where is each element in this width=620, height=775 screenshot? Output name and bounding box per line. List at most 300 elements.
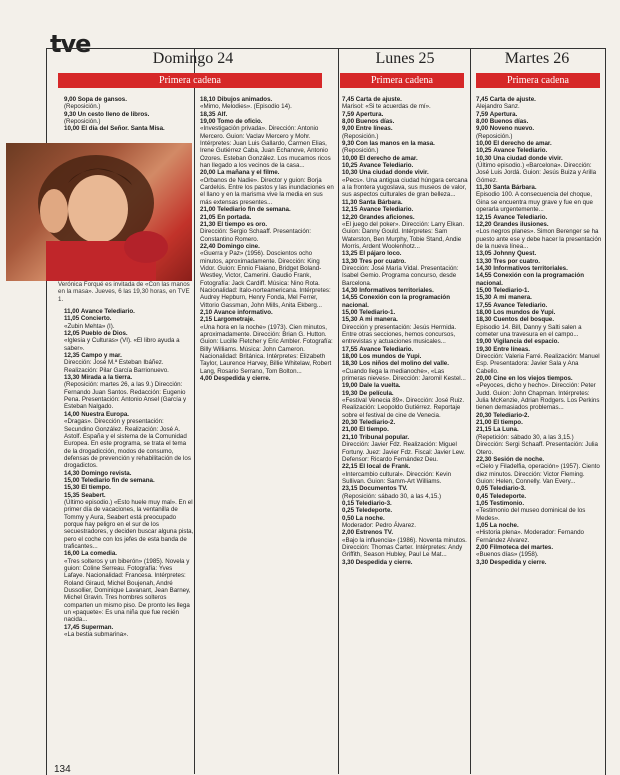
program-time-title: 19,30 — [476, 345, 492, 353]
schedule-domingo-morning — [64, 96, 192, 141]
program-entry — [342, 155, 468, 162]
program-time-title: 13,05 — [476, 250, 492, 258]
program-title: Los mundos de Yupi. — [493, 308, 556, 316]
program-entry — [200, 316, 334, 323]
program-title: Telediario fin de semana. — [81, 476, 155, 484]
program-description: (Reposición.) — [476, 132, 513, 140]
program-time-title: 12,35 — [64, 352, 80, 360]
program-title: Telediario-1. — [493, 286, 530, 294]
program-title: Teledeporte. — [355, 507, 393, 515]
program-time-title: 20,30 — [342, 419, 358, 427]
channel-banner-domingo: Primera cadena — [58, 73, 322, 88]
portrait-illustration — [6, 143, 192, 281]
program-entry — [476, 96, 602, 103]
program-entry — [476, 493, 602, 500]
program-time-title: 10,25 — [476, 147, 492, 155]
program-title: Teledeporte. — [489, 492, 527, 500]
program-time-title: 7,59 — [342, 110, 355, 118]
program-time-title: 13,30 — [342, 257, 358, 265]
program-description: «Iglesia y Culturas» (VI). «El libro ayuda a saber». — [64, 337, 180, 352]
program-time-title: 15,00 — [64, 476, 80, 484]
program-entry — [342, 463, 468, 470]
program-time-title: 12,15 — [476, 213, 492, 221]
program-description: «Cielo y Filadelfia, operación» (1957). Ciento diez minutos. Dirección: Victor Fleming. Guion: Helen, Connelly. Van Every... — [476, 463, 600, 485]
program-entry — [64, 374, 194, 381]
program-time-title: 11,30 — [476, 184, 492, 192]
program-entry — [476, 456, 602, 463]
program-entry — [342, 309, 468, 316]
program-entry — [342, 500, 468, 507]
program-title: Conexión con la programación nacional. — [342, 294, 450, 309]
schedule-lunes — [342, 96, 468, 756]
program-time-title: 1,05 — [476, 499, 489, 507]
program-description: «Buenos días» (1958). — [476, 551, 539, 559]
program-entry — [342, 111, 468, 118]
program-title: Informativos territoriales. — [493, 264, 568, 272]
day-heading-domingo: Domingo 24 — [152, 50, 234, 67]
day-heading-martes: Martes 26 — [504, 50, 570, 67]
program-entry — [342, 390, 468, 397]
program-time-title: 20,30 — [476, 411, 492, 419]
program-description: «Orbanos de Nadie». Director y guion: Borja Cardelús. Entre los pastos y las inundaciones en el llano y en la marisma vive la media en sus más extensas presentes... — [200, 176, 334, 206]
program-title: Dibujos animados. — [217, 96, 273, 103]
program-entry — [342, 382, 468, 389]
program-entry — [64, 470, 194, 477]
channel-banner-lunes: Primera cadena — [340, 73, 464, 88]
program-title: El local de Frank. — [359, 463, 411, 471]
program-entry — [200, 375, 334, 382]
program-time-title: 17,55 — [476, 301, 492, 309]
program-entry — [64, 111, 192, 118]
program-title: Seabert. — [81, 491, 106, 499]
program-title: Avance Telediario. — [493, 213, 548, 221]
program-title: Johnny Quest. — [493, 250, 537, 258]
program-time-title: 12,20 — [342, 213, 358, 221]
program-title: Despedida y cierre. — [355, 558, 413, 566]
program-description: (Último episodio.) «Barcelona». Dirección: José Luis Jordá. Guion: Jesús Buiza y Arilla Gómez. — [476, 162, 597, 184]
program-description: «Pecs». Una antigua ciudad húngara cercana a la frontera yugoslava, sus museos de valor, sus aspectos culturales de gran belleza... — [342, 176, 468, 199]
program-entry — [476, 309, 602, 316]
program-entry — [476, 221, 602, 228]
program-entry — [342, 140, 468, 147]
program-time-title: 22,15 — [342, 463, 358, 471]
program-description: Episodio 14. Bill, Danny y Salti salen a cometer una travesura en el campo... — [476, 323, 582, 338]
program-description: «Una hora en la noche» (1973). Cien minutos, aproximadamente. Dirección: Brian G. Hutton. Guion: Lucille Fletcher y Eric Ambler. Fotografía: Billy Williams. Música: John Cameron. Nacionalidad: Británica. Intérpretes: Elizabeth Taylor, Laurence Harvey, Billie Whitelaw, Robert Lang, Rosario Serrano, Tom Bolton... — [200, 323, 333, 375]
program-title: Largometraje. — [213, 316, 255, 324]
program-time-title: 10,30 — [476, 154, 492, 162]
program-description: «Festival Venecia 89». Dirección: José Ruiz. Realización: Leopoldo Gutiérrez. Reportaje sobre el festival de cine de Venecia. — [342, 397, 465, 419]
program-description: «Intercambio cultural». Dirección: Kevin Sullivan. Guion: Samm-Art Williams. — [342, 470, 452, 485]
program-time-title: 7,45 — [476, 96, 489, 103]
program-description: «Tres solteros y un biberón» (1985). Novela y guion: Coline Serreau. Fotografía: Yves Lafaye. Nacionalidad: Francesa. Intérpretes: Roland Giraud, Michel Boujenah, André Dussollier, Dominique Lavanant, Jean Barney, Michel Gravin. Tres hombres solteros comparten un mismo piso. De pronto les llega un «paquete»: Es una niña que fue recién nacida... — [64, 557, 191, 624]
program-time-title: 4,00 — [200, 375, 213, 383]
schedule-domingo-evening — [200, 96, 334, 736]
program-title: Avance Telediario. — [359, 206, 414, 214]
program-time-title: 14,55 — [476, 272, 492, 280]
program-description: «Los negros planes». Simon Berenger se ha puesto ante ese y debe hacer la presentación de la nueva línea... — [476, 228, 602, 250]
program-time-title: 8,00 — [476, 118, 489, 126]
program-time-title: 10,00 — [342, 154, 358, 162]
program-title: Concierto. — [80, 315, 112, 323]
program-title: Estrenos TV. — [355, 529, 394, 537]
program-description: Dirección: José María Vidal. Presentación: Isabel Gemio. Programa concurso, desde Barcelona. — [342, 264, 459, 287]
program-title: De película. — [359, 389, 394, 397]
program-title: Entre líneas. — [355, 125, 393, 133]
program-title: El tiempo es oro. — [217, 220, 268, 228]
program-title: Sopa de gansos. — [77, 96, 127, 103]
program-entry — [342, 125, 468, 132]
program-title: A mi manera. — [493, 294, 532, 302]
program-title: Buenos días. — [355, 118, 395, 126]
program-entry — [342, 206, 468, 213]
program-time-title: 2,00 — [476, 543, 489, 551]
program-entry — [342, 346, 468, 353]
program-time-title: 10,30 — [342, 169, 358, 177]
program-entry — [200, 221, 334, 228]
program-title: La noche. — [355, 514, 385, 522]
program-title: Despedida y cierre. — [489, 558, 547, 566]
program-time-title: 22,30 — [476, 455, 492, 463]
program-time-title: 9,00 — [64, 96, 77, 103]
program-time-title: 15,30 — [476, 294, 492, 302]
program-entry — [476, 500, 602, 507]
program-title: Tres por cuatro. — [493, 257, 540, 265]
program-description: Dirección: Javier Fdz. Realización: Miguel Fortuny. Juez: Javier Fdz. Fiscal: Javier Lew. Defensor: Ricardo Fernández Deu. — [342, 441, 465, 463]
program-entry — [476, 302, 602, 309]
program-entry — [64, 411, 194, 418]
program-time-title: 21,00 — [200, 206, 216, 214]
program-time-title: 0,25 — [342, 507, 355, 515]
program-description: «Mimo, Melodies». (Episodio 14). — [200, 103, 292, 111]
program-time-title: 10,00 — [476, 140, 492, 148]
program-time-title: 1,05 — [476, 521, 489, 529]
program-entry — [64, 477, 194, 484]
program-title: Grandes aficiones. — [359, 213, 415, 221]
program-time-title: 2,00 — [342, 529, 355, 537]
program-time-title: 0,50 — [342, 514, 355, 522]
program-title: Campo y mar. — [81, 352, 122, 360]
program-description: Dirección y presentación: Jesús Hermida. Entre otras secciones, hemos concursos, entrevistas y actuaciones musicales... — [342, 323, 457, 346]
program-time-title: 21,00 — [476, 419, 492, 427]
program-entry — [476, 316, 602, 323]
program-title: Carta de ajuste. — [489, 96, 536, 103]
program-description: «Guerra y Paz» (1956). Doscientos ocho minutos, aproximadamente. Dirección: King Vidor. Guion: Ennio Flaiano, Bridget Boland-Westley, Victor, Camerini. Gaudio Frank, Fotografía: Jack Cardiff. Música: Nino Rota. Nacionalidad: Italo-norteamericana. Intérpretes: Audrey Hepburn, Henry Fonda, Mel Ferrer, Vittorio Gassman, John Mills, Anita Ekberg... — [200, 250, 331, 309]
program-description: «Dragas». Dirección y presentación: Secundino González. Realización: José A. Astolf. España y el sistema de la Comunidad Europea. En este programa, se trata el tema de la drogadicción, modos de consumo, defensas de prevención y rehabilitación de los drogadictos. — [64, 418, 191, 470]
program-time-title: 8,00 — [342, 118, 355, 126]
program-entry — [476, 258, 602, 265]
program-description: (Reposición: sábado 30, a las 4,15.) — [342, 492, 442, 500]
program-title: Buenos días. — [489, 118, 529, 126]
program-entry — [200, 214, 334, 221]
program-title: Los niños del molino del valle. — [359, 360, 449, 368]
program-description: «Peyoces, dicho y hecho». Dirección: Peter Judd. Guion: John Chapman. Intérpretes: Julia McKenzie, Adrian Rodgers. Los Perkins tienen demasiados problemas... — [476, 382, 600, 412]
program-time-title: 15,30 — [342, 316, 358, 324]
program-time-title: 17,55 — [342, 345, 358, 353]
program-time-title: 21,15 — [476, 426, 492, 434]
program-title: Domingo revista. — [81, 469, 132, 477]
program-entry — [342, 559, 468, 566]
program-title: Telediario-1. — [359, 308, 396, 316]
program-time-title: 18,10 — [200, 96, 216, 103]
program-title: Entre líneas. — [493, 345, 531, 353]
program-title: Avance Telediario. — [493, 301, 548, 309]
program-time-title: 18,35 — [200, 110, 216, 118]
program-description: «Cuando llega la medianoche», «Las primeras nieves». Dirección: Jaromil Kestel... — [342, 367, 466, 383]
program-entry — [476, 412, 602, 419]
program-title: Avance Telediario. — [359, 345, 414, 353]
program-entry — [342, 199, 468, 206]
program-entry — [476, 214, 602, 221]
program-entry — [476, 111, 602, 118]
program-title: La mañana y el filme. — [217, 169, 280, 177]
program-entry — [64, 484, 194, 491]
program-time-title: 22,40 — [200, 242, 216, 250]
program-entry — [342, 507, 468, 514]
program-time-title: 14,30 — [342, 286, 358, 294]
program-title: En portada. — [217, 213, 252, 221]
program-time-title: 21,00 — [342, 426, 358, 434]
program-title: A mi manera. — [359, 316, 398, 324]
program-title: Despedida y cierre. — [213, 375, 271, 383]
program-title: El tiempo. — [493, 419, 523, 427]
program-entry — [342, 118, 468, 125]
program-time-title: 9,30 — [64, 110, 77, 118]
program-entry — [476, 544, 602, 551]
program-title: El derecho de amar. — [359, 154, 418, 162]
program-entry — [476, 147, 602, 154]
program-entry — [476, 426, 602, 433]
program-title: Avance Telediario. — [359, 162, 414, 170]
program-entry — [342, 515, 468, 522]
program-time-title: 11,00 — [64, 308, 80, 315]
program-time-title: 20,00 — [200, 169, 216, 177]
program-time-title: 12,20 — [476, 220, 492, 228]
program-title: Grandes ilusiones. — [493, 220, 549, 228]
program-title: Vigilancia del espacio. — [493, 338, 560, 346]
program-time-title: 0,15 — [342, 499, 355, 507]
column-divider — [470, 48, 471, 774]
program-entry — [342, 360, 468, 367]
program-title: Superman. — [81, 623, 114, 631]
program-entry — [342, 434, 468, 441]
program-time-title: 21,30 — [200, 220, 216, 228]
program-time-title: 15,35 — [64, 491, 80, 499]
program-description: «Testimonio del museo dominical de los Medes». — [476, 507, 586, 522]
program-title: Noveno nuevo. — [489, 125, 535, 133]
page-number: 134 — [54, 764, 71, 775]
program-time-title: 13,25 — [342, 250, 358, 258]
program-entry — [476, 140, 602, 147]
program-time-title: 10,00 — [64, 125, 80, 133]
program-time-title: 19,30 — [342, 389, 358, 397]
program-description: «Bajo la influencia» (1986). Noventa minutos. Dirección: Thomas Carter. Intérpretes: Andy Griffith, Season Hubley, Paul Le Mat... — [342, 536, 467, 559]
program-description: Dirección: José M.ª Esteban Ibáñez. Realización: Pilar García Barrionuevo. — [64, 359, 169, 374]
program-time-title: 10,25 — [342, 162, 358, 170]
program-entry — [200, 206, 334, 213]
program-title: Telediario-3. — [355, 499, 392, 507]
program-entry — [342, 529, 468, 536]
program-entry — [342, 169, 468, 176]
program-title: Los mundos de Yupi. — [359, 353, 422, 361]
program-entry — [64, 330, 194, 337]
program-time-title: 18,30 — [476, 316, 492, 324]
program-entry — [64, 624, 194, 631]
program-title: Avance Telediario. — [80, 308, 135, 315]
program-description: (Reposición: martes 26, a las 9.) Dirección: Fernando Juan Santos. Redacción: Eugenio Pena. Presentación: Antonio Ansel (García y Esteban Nalgado. — [64, 381, 187, 411]
program-title: Cine en los viejos tiempos. — [493, 375, 573, 383]
program-description: (Último episodio.) «Esto huele muy mal». En el primer día de vacaciones, la ventanilla de Tommy y Aura, Seabert está preocupado porque hay peligro en el sur de los secuestradores, y deciden buscar alguna pista, pero el coche con los jefes de esta banda de traficantes... — [64, 498, 194, 550]
program-entry — [64, 308, 194, 315]
program-title: Mirada a la tierra. — [81, 374, 133, 382]
program-time-title: 12,05 — [64, 330, 80, 338]
program-title: Domingo cine. — [217, 242, 260, 250]
schedule-domingo-afternoon — [64, 308, 194, 724]
program-time-title: 14,00 — [64, 410, 80, 418]
program-time-title: 2,15 — [200, 316, 213, 324]
program-entry — [64, 96, 192, 103]
program-title: Telediario-2. — [359, 419, 396, 427]
program-title: Con las manos en la masa. — [355, 140, 435, 148]
program-title: Dale la vuelta. — [359, 382, 401, 390]
column-divider — [338, 48, 339, 774]
program-entry — [476, 155, 602, 162]
program-entry — [476, 265, 602, 272]
program-entry — [476, 346, 602, 353]
program-entry — [476, 294, 602, 301]
program-entry — [200, 111, 334, 118]
program-time-title: 0,45 — [476, 492, 489, 500]
program-time-title: 14,30 — [476, 264, 492, 272]
program-time-title: 9,00 — [476, 125, 489, 133]
program-entry — [64, 492, 194, 499]
program-description: (Repetición: sábado 30, a las 3,15.) Dirección: Sergi Schaaff. Presentación: Julia Otero. — [476, 433, 598, 456]
program-entry — [200, 96, 334, 103]
program-title: Documentos TV. — [359, 485, 408, 493]
program-entry — [342, 419, 468, 426]
program-entry — [476, 125, 602, 132]
program-entry — [342, 162, 468, 169]
program-entry — [342, 316, 468, 323]
program-description: «El juego del poker». Dirección: Larry Elkan. Guion: Danny Gould. Intérpretes: Sam Waterston, Ben Murphy, Tobie Stand, Andie Morris, Ardent Woolenhotz... — [342, 220, 465, 250]
program-title: Un cesto lleno de libros. — [77, 110, 150, 118]
program-title: Conexión con la programación nacional. — [476, 272, 584, 287]
program-entry — [476, 272, 602, 287]
program-description: Dirección: Sergio Schaaff. Presentación: Constantino Romero. — [200, 228, 311, 243]
program-description: «La bestia submarina». — [64, 631, 129, 639]
program-time-title: 16,00 — [64, 550, 80, 558]
program-entry — [476, 375, 602, 382]
photo-caption: Verónica Forqué es invitada de «Con las manos en la masa». Jueves, 6 las 19,30 horas, en TVE 1. — [58, 281, 190, 303]
program-time-title: 12,15 — [342, 206, 358, 214]
program-title: El tiempo. — [81, 484, 111, 492]
program-description: (Reposición.) — [64, 103, 101, 111]
program-entry — [476, 485, 602, 492]
program-title: Santa Bárbara. — [492, 184, 537, 192]
program-entry — [476, 250, 602, 257]
program-description: Marisol: «Si te acuerdas de mí». — [342, 103, 431, 111]
program-title: Carta de ajuste. — [355, 96, 402, 103]
tve-logo: tve — [50, 30, 91, 58]
program-description: «Historia plena». Moderador: Fernando Fernández Alvarez. — [476, 529, 585, 544]
program-title: Alf. — [217, 110, 228, 118]
program-entry — [200, 309, 334, 316]
program-entry — [342, 353, 468, 360]
program-entry — [342, 214, 468, 221]
program-description: Dirección: Valeria Farré. Realización: Manuel Esp. Presentadora: Javier Sala y Ana Cabello. — [476, 353, 600, 375]
program-time-title: 19,00 — [476, 338, 492, 346]
program-entry — [342, 287, 468, 294]
program-title: Telediario-2. — [493, 411, 530, 419]
program-entry — [476, 419, 602, 426]
program-entry — [342, 250, 468, 257]
program-entry — [476, 118, 602, 125]
program-time-title: 7,45 — [342, 96, 355, 103]
program-description: «Zubin Mehta» (I). — [64, 322, 115, 330]
program-title: Apertura. — [489, 110, 518, 118]
program-title: El día del Señor. Santa Misa. — [81, 125, 165, 133]
program-time-title: 23,15 — [342, 485, 358, 493]
program-time-title: 18,30 — [342, 360, 358, 368]
program-time-title: 11,30 — [342, 198, 358, 206]
program-title: La Luna. — [493, 426, 519, 434]
program-title: Una ciudad donde vivir. — [359, 169, 429, 177]
program-title: Avance Telediario. — [493, 147, 548, 155]
program-time-title: 9,00 — [342, 125, 355, 133]
program-title: Nuestra Europa. — [81, 410, 130, 418]
program-entry — [476, 338, 602, 345]
program-entry — [476, 559, 602, 566]
program-time-title: 3,30 — [342, 558, 355, 566]
program-description: Episodio 100. A consecuencia del choque, Gina se encuentra muy grave y fue en que operarla urgentemente... — [476, 191, 593, 214]
program-description: (Reposición.) — [342, 147, 379, 155]
program-title: Santa Bárbara. — [358, 198, 403, 206]
program-time-title: 18,00 — [342, 353, 358, 361]
program-entry — [64, 550, 194, 557]
program-title: El pájaro loco. — [359, 250, 402, 258]
program-entry — [200, 118, 334, 125]
program-time-title: 9,30 — [342, 140, 355, 148]
program-time-title: 21,10 — [342, 433, 358, 441]
program-time-title: 15,30 — [64, 484, 80, 492]
program-time-title: 3,30 — [476, 558, 489, 566]
program-time-title: 15,00 — [476, 286, 492, 294]
program-title: Avance informativo. — [213, 308, 273, 316]
program-time-title: 20,00 — [476, 375, 492, 383]
program-description: (Reposición.) — [342, 132, 379, 140]
program-entry — [64, 315, 194, 322]
program-entry — [342, 96, 468, 103]
program-title: Informativos territoriales. — [359, 286, 434, 294]
program-title: El tiempo. — [359, 426, 389, 434]
program-title: Telediario-3. — [489, 485, 526, 493]
program-description: Moderador: Pedro Álvarez. — [342, 521, 416, 529]
program-title: La noche. — [489, 521, 519, 529]
program-time-title: 19,00 — [200, 118, 216, 126]
program-entry — [64, 352, 194, 359]
program-title: Tres por cuatro. — [359, 257, 406, 265]
program-time-title: 21,05 — [200, 213, 216, 221]
program-title: Pueblo de Dios. — [81, 330, 128, 338]
program-title: Filmoteca del martes. — [489, 543, 554, 551]
program-time-title: 0,05 — [476, 485, 489, 493]
program-entry — [342, 294, 468, 309]
program-entry — [342, 485, 468, 492]
program-entry — [476, 522, 602, 529]
program-title: Sesión de noche. — [493, 455, 545, 463]
program-title: Apertura. — [355, 110, 384, 118]
program-title: Cuentos del bosque. — [493, 316, 555, 324]
program-time-title: 2,10 — [200, 308, 213, 316]
